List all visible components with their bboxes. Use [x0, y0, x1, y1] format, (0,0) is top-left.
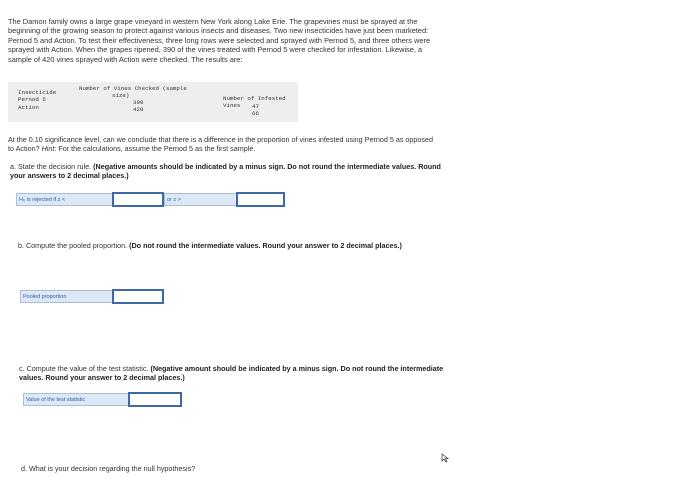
part-a-line [10, 162, 510, 171]
table-header-infested: Number of Infested Vines [223, 95, 286, 109]
mouse-cursor-icon [441, 450, 451, 460]
table-header-size: size) [112, 92, 130, 99]
part-c-line: values. Round your answer to 2 decimal places.) [19, 373, 185, 382]
part-c-prefix: c. Compute the value of the test statistic. [19, 364, 149, 373]
table-cell-infested: 66 [252, 110, 259, 117]
question-line: At the 0.10 significance level, can we conclude that there is a difference in the proportion of vines infested using Pernod 5 as opposed [8, 135, 433, 144]
part-a-instructions [10, 162, 510, 180]
part-b-bold: (Do not round the intermediate values. Round your answer to 2 decimal places.) [129, 241, 402, 250]
part-c-line [19, 364, 519, 373]
test-statistic-label: Value of the test statistic [23, 393, 128, 406]
question-line [8, 144, 528, 153]
part-a-line: your answers to 2 decimal places.) [10, 171, 129, 180]
table-cell-checked: 390 [133, 99, 144, 106]
rejection-label-lower: H₀ is rejected if z < [16, 193, 112, 206]
table-row-header: Insecticide [18, 89, 57, 96]
intro-line: sample of 420 vines sprayed with Action were checked. The results are: [8, 54, 243, 64]
results-table [8, 82, 298, 122]
table-row-name: Pernod 5 [18, 96, 46, 103]
question-text: : For the calculations, assume the Pernod 5 as the first sample. [54, 144, 256, 153]
part-c-instructions [19, 364, 519, 382]
rejection-label-upper: or z > [164, 193, 236, 206]
hint-label: Hint [41, 144, 55, 153]
intro-line: beginning of the growing season to protect against various insects and diseases. Two new insecticides have just been marketed: [8, 26, 429, 36]
intro-paragraph [8, 17, 498, 64]
intro-line: sprayed with Action. When the grapes ripened, 390 of the vines treated with Pernod 5 were checked for infestation. Likewise, a [8, 45, 423, 55]
z-lower-input[interactable] [112, 192, 164, 207]
intro-line: The Damon family owns a large grape vineyard in western New York along Lake Erie. The grapevines must be sprayed at the [8, 17, 418, 26]
question-text: to Action? [8, 144, 42, 153]
pooled-proportion-label: Pooled proportion [20, 290, 112, 303]
part-a-prefix: a. State the decision rule. [10, 162, 92, 171]
intro-line: Pernod 5 and Action. To test their effectiveness, three long rows were selected and sprayed with Pernod 5, and three others were [8, 35, 431, 45]
part-b-prefix: b. Compute the pooled proportion. [18, 241, 128, 250]
table-header-checked: Number of Vines Checked (sample [79, 85, 187, 92]
table-cell-infested: 47 [252, 103, 259, 110]
test-statistic-input[interactable] [128, 392, 182, 407]
question-intro [8, 135, 528, 153]
table-row-name: Action [18, 104, 39, 111]
pooled-proportion-input[interactable] [112, 289, 164, 304]
table-cell-checked: 420 [133, 106, 144, 113]
part-d-question: d. What is your decision regarding the null hypothesis? [21, 464, 196, 473]
z-upper-input[interactable] [236, 192, 285, 207]
part-b-instructions [18, 241, 518, 250]
part-a-bold: (Negative amounts should be indicated by a minus sign. Do not round the intermediate values. Round [93, 162, 441, 171]
part-c-bold: (Negative amount should be indicated by a minus sign. Do not round the intermediate [150, 364, 444, 373]
